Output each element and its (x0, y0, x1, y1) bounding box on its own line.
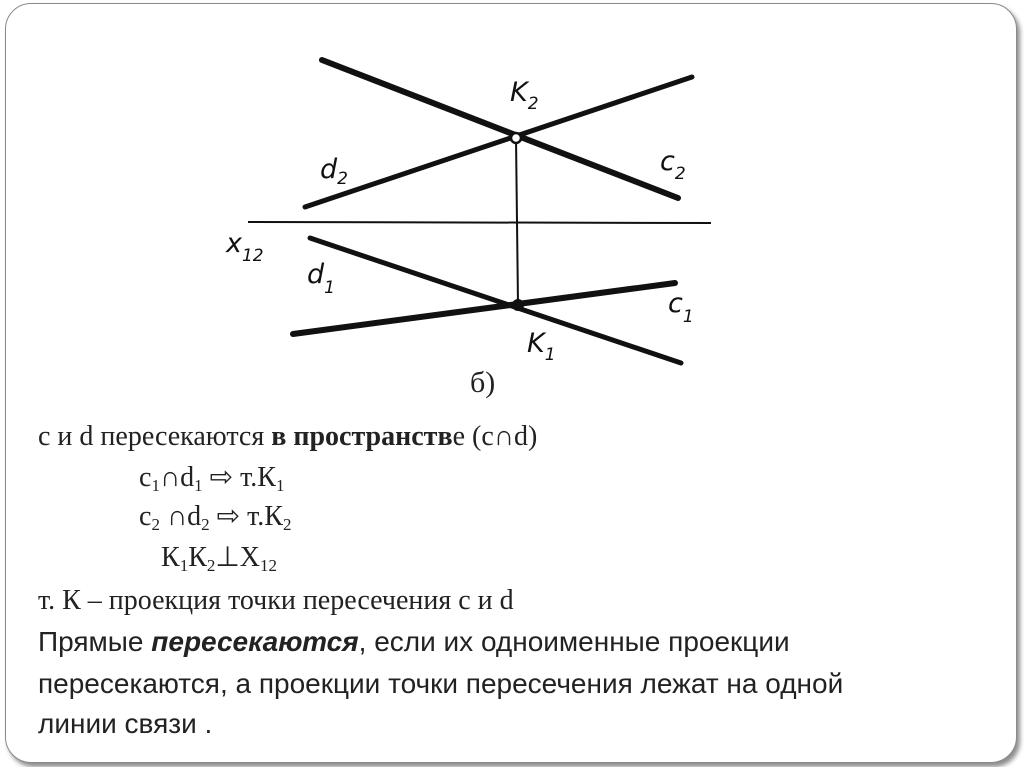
line-d2 (305, 77, 692, 207)
label-d2: $d_2$ (320, 154, 348, 189)
point-k2 (511, 133, 521, 143)
label-x12: $x_{12}$ (226, 228, 264, 266)
text-line-6: Прямые пересекаются, если их одноименные проекции (38, 626, 790, 657)
text-line-7: пересекаются, а проекции точки пересечения лежат на одной (38, 668, 844, 699)
text-line-2: $с_1\cap d_1$ ⇨ $т.К_1$ (139, 462, 285, 495)
text-line-5: т. К – проекция точки пересечения с и d (38, 585, 514, 616)
text-line-3: $с_2$ $\cap d_2$ ⇨ $т.К_2$ (139, 501, 292, 534)
point-k1 (512, 299, 524, 311)
label-c2: $c_2$ (660, 146, 686, 184)
line-c1 (293, 283, 675, 334)
label-d1: $d_1$ (307, 259, 335, 298)
diagram-caption: б) (470, 366, 496, 399)
line-d1 (310, 238, 681, 363)
text-line-1: с и d пересекаются в пространстве (с∩d) (38, 421, 538, 452)
line-c2 (322, 60, 678, 198)
text-line-4: $К_1К_2\perp Х_{12}$ (161, 542, 277, 575)
text-line-8: линии связи . (38, 708, 213, 739)
label-k1: $K_1$ (527, 328, 556, 365)
label-k2: $K_2$ (510, 77, 539, 114)
axis-x12 (248, 222, 711, 223)
label-c1: $c_1$ (668, 288, 694, 327)
connection-line (516, 138, 518, 305)
